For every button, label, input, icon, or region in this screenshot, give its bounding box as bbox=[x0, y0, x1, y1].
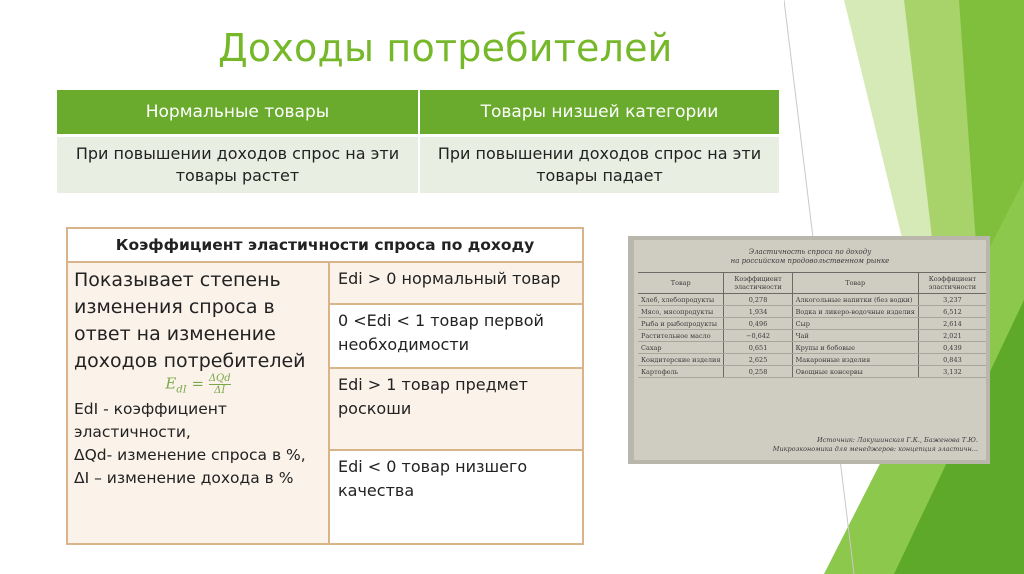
photo-cell: 0,843 bbox=[918, 354, 986, 366]
elasticity-table-photo bbox=[628, 236, 990, 464]
photo-cell: 0,439 bbox=[918, 342, 986, 354]
photo-cell: Хлеб, хлебопродукты bbox=[638, 294, 724, 306]
photo-title-line: на российском продовольственном рынке bbox=[730, 257, 890, 265]
photo-header-goods: Товар bbox=[792, 273, 918, 294]
photo-cell: Алкогольные напитки (без водки) bbox=[792, 294, 918, 306]
photo-cell: 0,496 bbox=[724, 318, 792, 330]
goods-comparison-table bbox=[57, 90, 779, 193]
photo-cell: 0,651 bbox=[724, 342, 792, 354]
photo-cell: Сахар bbox=[638, 342, 724, 354]
photo-source bbox=[773, 436, 978, 454]
elasticity-definition: Показывает степень изменения спроса в ответ на изменение доходов потребителей bbox=[74, 269, 306, 372]
header-inferior-goods: Товары низшей категории bbox=[419, 90, 779, 136]
photo-source-line: Источник: Лакушинская Г.К., Баженова Т.Ю. bbox=[816, 436, 978, 444]
photo-title bbox=[634, 248, 986, 266]
photo-header-coef: Коэффициент эластичности bbox=[724, 273, 792, 294]
elasticity-body bbox=[68, 263, 582, 543]
table-header-row bbox=[57, 90, 779, 136]
elasticity-box bbox=[66, 227, 584, 545]
formula-lhs-sub: dI bbox=[176, 384, 187, 396]
photo-title-line: Эластичность спроса по доходу bbox=[748, 248, 872, 256]
table-row bbox=[638, 354, 986, 366]
photo-table-header bbox=[638, 273, 986, 294]
formula-fraction bbox=[209, 373, 231, 396]
photo-header-coef: Коэффициент эластичности bbox=[918, 273, 986, 294]
table-row bbox=[57, 136, 779, 194]
photo-cell: 0,258 bbox=[724, 366, 792, 378]
cell-normal-goods: При повышении доходов спрос на эти товары растет bbox=[57, 136, 419, 194]
photo-source-line: Микроэкономика для менеджеров: концепция эластичн... bbox=[772, 445, 978, 453]
elasticity-formula bbox=[74, 373, 322, 396]
formula-denominator: ΔI bbox=[214, 385, 226, 396]
photo-page bbox=[634, 240, 986, 460]
photo-cell: Макаронные изделия bbox=[792, 354, 918, 366]
table-row bbox=[638, 342, 986, 354]
photo-cell: Рыба и рыбопродукты bbox=[638, 318, 724, 330]
table-row bbox=[638, 330, 986, 342]
photo-cell: Сыр bbox=[792, 318, 918, 330]
elasticity-cases bbox=[330, 263, 582, 543]
photo-cell: 2,614 bbox=[918, 318, 986, 330]
formula-eq: = bbox=[191, 374, 205, 393]
definition-di: ΔI – изменение дохода в % bbox=[74, 469, 294, 487]
photo-cell: 6,512 bbox=[918, 306, 986, 318]
case-normal-good: Edi > 0 нормальный товар bbox=[330, 263, 582, 305]
photo-cell: Чай bbox=[792, 330, 918, 342]
formula-numerator: ΔQd bbox=[208, 373, 231, 384]
elasticity-header: Коэффициент эластичности спроса по доходу bbox=[68, 229, 582, 263]
photo-cell: 1,934 bbox=[724, 306, 792, 318]
case-necessity: 0 <Edi < 1 товар первой необходимости bbox=[330, 305, 582, 369]
table-row bbox=[638, 294, 986, 306]
formula-lhs: E bbox=[165, 374, 177, 393]
photo-cell: Водка и ликеро-водочные изделия bbox=[792, 306, 918, 318]
photo-cell: Растительное масло bbox=[638, 330, 724, 342]
photo-cell: 2,625 bbox=[724, 354, 792, 366]
table-row bbox=[638, 366, 986, 378]
header-normal-goods: Нормальные товары bbox=[57, 90, 419, 136]
photo-cell: −0,642 bbox=[724, 330, 792, 342]
photo-cell: 2,021 bbox=[918, 330, 986, 342]
cell-inferior-goods: При повышении доходов спрос на эти товары падает bbox=[419, 136, 779, 194]
case-inferior: Edi < 0 товар низшего качества bbox=[330, 451, 582, 543]
photo-header-goods: Товар bbox=[638, 273, 724, 294]
photo-cell: Мясо, мясопродукты bbox=[638, 306, 724, 318]
photo-cell: 0,278 bbox=[724, 294, 792, 306]
photo-cell: 3,237 bbox=[918, 294, 986, 306]
photo-cell: Кондитерские изделия bbox=[638, 354, 724, 366]
table-row bbox=[638, 318, 986, 330]
definition-edi: EdI - коэффициент эластичности, bbox=[74, 400, 227, 441]
photo-cell: 3,132 bbox=[918, 366, 986, 378]
photo-cell: Крупы и бобовые bbox=[792, 342, 918, 354]
table-row bbox=[638, 306, 986, 318]
photo-cell: Овощные консервы bbox=[792, 366, 918, 378]
page-title: Доходы потребителей bbox=[218, 26, 673, 70]
photo-table bbox=[638, 272, 986, 378]
case-luxury: Edi > 1 товар предмет роскоши bbox=[330, 369, 582, 451]
definition-dqd: ΔQd- изменение спроса в %, bbox=[74, 446, 306, 464]
photo-cell: Картофель bbox=[638, 366, 724, 378]
elasticity-description bbox=[68, 263, 330, 543]
